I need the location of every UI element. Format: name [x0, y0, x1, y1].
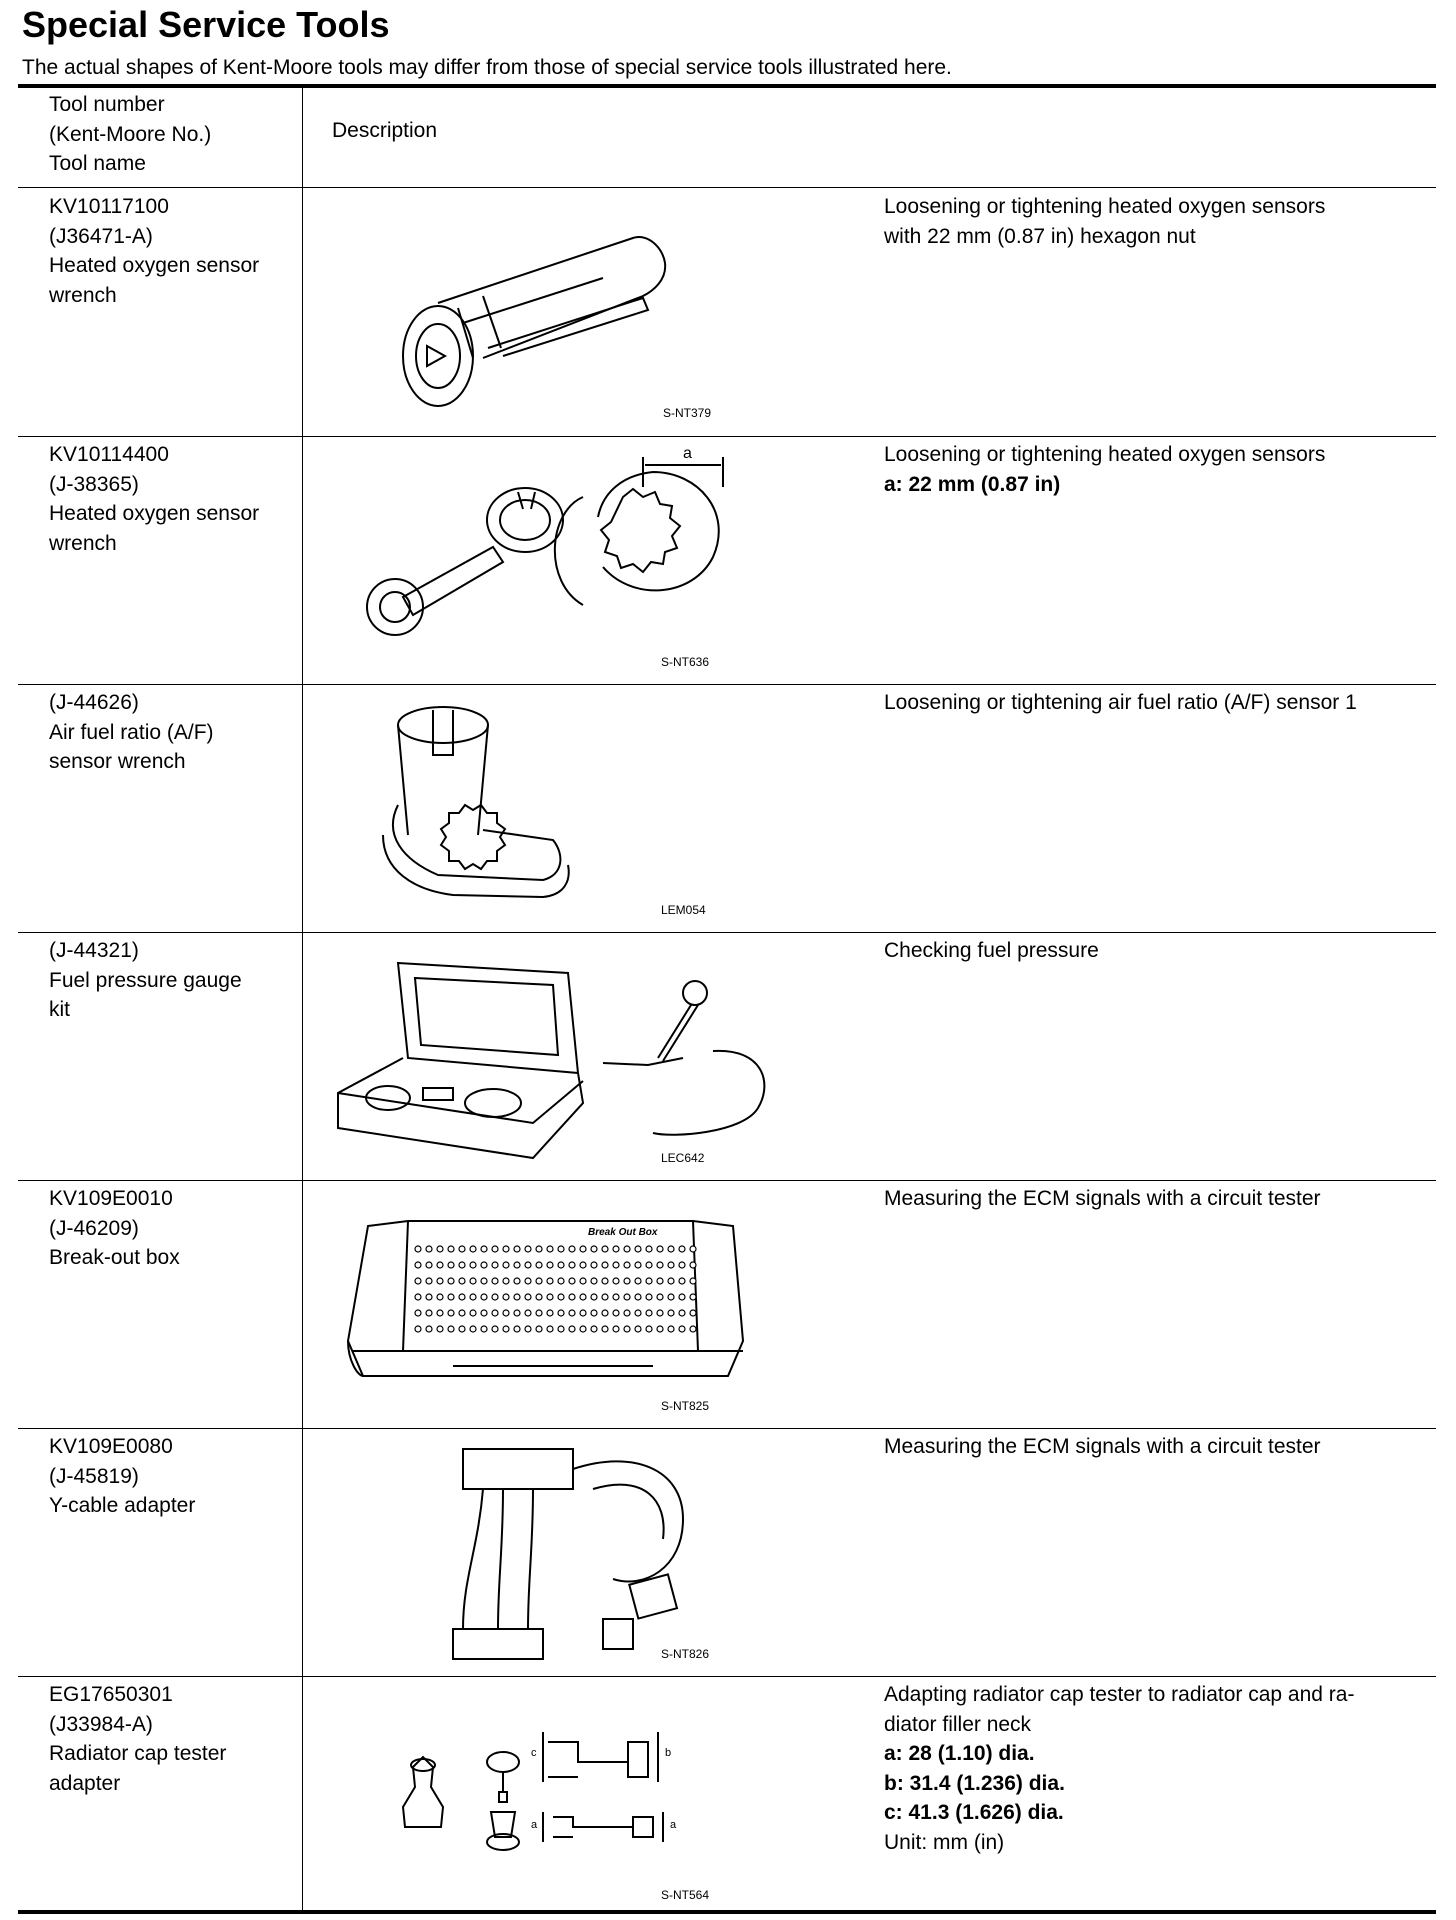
- pin-jack-icon: [448, 1294, 454, 1300]
- pin-jack-icon: [624, 1294, 630, 1300]
- row2-description: [884, 440, 1424, 499]
- pin-jack-icon: [602, 1246, 608, 1252]
- dimension-label-a: a: [531, 1819, 538, 1831]
- pin-jack-icon: [503, 1310, 509, 1316]
- pin-jack-icon: [470, 1262, 476, 1268]
- row4-description: [884, 936, 1424, 966]
- pin-jack-icon: [470, 1278, 476, 1284]
- tool-name: Y-cable adapter: [49, 1494, 196, 1517]
- pin-jack-icon: [591, 1294, 597, 1300]
- pin-jack-icon: [679, 1294, 685, 1300]
- row5-illustration: [303, 1181, 878, 1428]
- pin-jack-icon: [514, 1326, 520, 1332]
- break-out-box-label: Break Out Box: [588, 1227, 658, 1238]
- pin-jack-icon: [646, 1326, 652, 1332]
- af-sensor-wrench-icon: [303, 685, 878, 932]
- pin-jack-icon: [481, 1310, 487, 1316]
- pin-jack-icon: [591, 1326, 597, 1332]
- row6-illustration: [303, 1429, 878, 1676]
- header-tool-name: Tool name: [49, 152, 146, 175]
- pin-jack-icon: [624, 1326, 630, 1332]
- pin-jack-icon: [415, 1326, 421, 1332]
- pin-jack-icon: [459, 1278, 465, 1284]
- row4-tool: [49, 936, 294, 1025]
- pin-jack-icon: [503, 1294, 509, 1300]
- row7-illustration: [303, 1677, 878, 1910]
- pin-jack-icon: [679, 1246, 685, 1252]
- tool-name: wrench: [49, 283, 117, 307]
- pin-jack-icon: [668, 1246, 674, 1252]
- pin-jack-icon: [525, 1262, 531, 1268]
- pin-jack-icon: [580, 1246, 586, 1252]
- row3-illustration: [303, 685, 878, 932]
- pin-jack-icon: [635, 1278, 641, 1284]
- pin-jack-icon: [646, 1294, 652, 1300]
- pin-jack-icon: [580, 1262, 586, 1268]
- pin-jack-icon: [646, 1262, 652, 1268]
- pin-jack-icon: [624, 1246, 630, 1252]
- pin-jack-icon: [492, 1262, 498, 1268]
- description-line: Measuring the ECM signals with a circuit tester: [884, 1435, 1321, 1458]
- header-description: Description: [332, 119, 438, 142]
- tool-name: Radiator cap tester: [49, 1742, 227, 1765]
- pin-jack-icon: [470, 1310, 476, 1316]
- pin-jack-icon: [448, 1310, 454, 1316]
- tool-number: EG17650301: [49, 1683, 173, 1706]
- illustration-code: LEC642: [661, 1151, 705, 1165]
- tool-number: KV10117100: [49, 195, 169, 218]
- pin-jack-icon: [635, 1262, 641, 1268]
- description-line: Checking fuel pressure: [884, 939, 1099, 962]
- pin-jack-icon: [613, 1326, 619, 1332]
- pin-jack-icon: [558, 1278, 564, 1284]
- pin-jack-icon: [602, 1278, 608, 1284]
- pin-jack-icon: [635, 1326, 641, 1332]
- pin-jack-icon: [536, 1246, 542, 1252]
- pin-jack-icon: [470, 1294, 476, 1300]
- pin-jack-icon: [437, 1294, 443, 1300]
- row3-description: [884, 688, 1424, 718]
- illustration-code: S-NT825: [661, 1399, 710, 1413]
- tool-name: Break-out box: [49, 1246, 180, 1269]
- tool-name: Air fuel ratio (A/F): [49, 720, 214, 744]
- pin-jack-icon: [536, 1310, 542, 1316]
- pin-jack-icon: [591, 1310, 597, 1316]
- pin-jack-icon: [646, 1278, 652, 1284]
- pin-jack-icon: [679, 1278, 685, 1284]
- pin-jack-icon: [602, 1310, 608, 1316]
- kent-moore-number: (J-44321): [49, 939, 139, 962]
- kent-moore-number: (J-46209): [49, 1216, 139, 1240]
- description-line: Unit: mm (in): [884, 1830, 1005, 1854]
- pin-jack-icon: [624, 1262, 630, 1268]
- description-line: Loosening or tightening heated oxygen sensors: [884, 443, 1326, 466]
- dimension-label-b: b: [665, 1747, 672, 1759]
- pin-jack-icon: [679, 1326, 685, 1332]
- pin-jack-icon: [514, 1262, 520, 1268]
- pin-jack-icon: [536, 1294, 542, 1300]
- pin-jack-icon: [668, 1326, 674, 1332]
- row3-tool: [49, 688, 294, 777]
- row2-tool: [49, 440, 294, 558]
- pin-jack-icon: [613, 1294, 619, 1300]
- pin-jack-icon: [613, 1246, 619, 1252]
- pin-jack-icon: [536, 1326, 542, 1332]
- tool-name: sensor wrench: [49, 750, 186, 773]
- pin-jack-icon: [547, 1262, 553, 1268]
- pin-jack-icon: [525, 1294, 531, 1300]
- row1-description: [884, 192, 1424, 251]
- pin-jack-icon: [580, 1294, 586, 1300]
- pin-jack-icon: [426, 1294, 432, 1300]
- pin-jack-icon: [415, 1310, 421, 1316]
- table-bottom-rule: [18, 1910, 1436, 1914]
- description-line: Loosening or tightening heated oxygen sensors: [884, 195, 1326, 218]
- pin-jack-icon: [547, 1294, 553, 1300]
- pin-jack-icon: [668, 1278, 674, 1284]
- pin-jack-icon: [547, 1326, 553, 1332]
- pin-jack-icon: [679, 1310, 685, 1316]
- pin-jack-icon: [437, 1278, 443, 1284]
- kent-moore-number: (J-38365): [49, 472, 139, 496]
- radiator-cap-tester-adapter-icon: [303, 1677, 878, 1910]
- illustration-code: S-NT636: [661, 655, 710, 669]
- tool-number: KV109E0010: [49, 1187, 173, 1210]
- pin-jack-icon: [503, 1262, 509, 1268]
- pin-jack-icon: [613, 1278, 619, 1284]
- description-spec: c: 41.3 (1.626) dia.: [884, 1801, 1064, 1824]
- pin-jack-icon: [536, 1262, 542, 1268]
- kent-moore-number: (J36471-A): [49, 224, 153, 248]
- pin-jack-icon: [635, 1246, 641, 1252]
- pin-jack-icon: [679, 1262, 685, 1268]
- pin-jack-icon: [415, 1262, 421, 1268]
- pin-jack-icon: [613, 1262, 619, 1268]
- pin-jack-icon: [569, 1326, 575, 1332]
- pin-jack-icon: [448, 1262, 454, 1268]
- pin-jack-icon: [492, 1246, 498, 1252]
- pin-jack-icon: [525, 1310, 531, 1316]
- pin-jack-icon: [514, 1294, 520, 1300]
- pin-jack-icon: [624, 1278, 630, 1284]
- pin-jack-icon: [481, 1294, 487, 1300]
- pin-jack-icon: [668, 1294, 674, 1300]
- pin-jack-icon: [602, 1326, 608, 1332]
- pin-jack-icon: [459, 1294, 465, 1300]
- pin-jack-icon: [448, 1326, 454, 1332]
- pin-jack-icon: [635, 1310, 641, 1316]
- row2-illustration: [303, 437, 878, 684]
- break-out-box-icon: [303, 1181, 878, 1428]
- pin-jack-icon: [624, 1310, 630, 1316]
- pin-jack-icon: [514, 1278, 520, 1284]
- pin-jack-icon: [448, 1278, 454, 1284]
- tool-name: kit: [49, 998, 70, 1021]
- pin-jack-icon: [481, 1326, 487, 1332]
- pin-jack-icon: [569, 1246, 575, 1252]
- oxygen-sensor-socket-icon: [303, 188, 878, 436]
- pin-jack-icon: [492, 1294, 498, 1300]
- pin-jack-icon: [602, 1294, 608, 1300]
- tool-name: Heated oxygen sensor: [49, 502, 260, 525]
- pin-jack-icon: [657, 1278, 663, 1284]
- description-spec: a: 28 (1.10) dia.: [884, 1742, 1035, 1765]
- pin-jack-icon: [580, 1310, 586, 1316]
- illustration-code: S-NT826: [661, 1647, 710, 1661]
- dimension-label-a: a: [670, 1819, 677, 1831]
- pin-jack-icon: [459, 1326, 465, 1332]
- pin-jack-icon: [426, 1310, 432, 1316]
- pin-jack-icon: [591, 1246, 597, 1252]
- pin-jack-icon: [481, 1262, 487, 1268]
- description-spec: b: 31.4 (1.236) dia.: [884, 1771, 1065, 1795]
- description-line: diator filler neck: [884, 1712, 1032, 1736]
- pin-jack-icon: [569, 1310, 575, 1316]
- pin-jack-icon: [503, 1246, 509, 1252]
- page-subtitle: The actual shapes of Kent-Moore tools may differ from those of special service tools illustrated here.: [22, 56, 952, 79]
- description-line: Loosening or tightening air fuel ratio (A/F) sensor 1: [884, 691, 1357, 714]
- pin-jack-icon: [635, 1294, 641, 1300]
- pin-jack-icon: [558, 1262, 564, 1268]
- illustration-code: S-NT379: [663, 406, 712, 420]
- pin-jack-icon: [591, 1262, 597, 1268]
- pin-jack-icon: [569, 1294, 575, 1300]
- pin-jack-icon: [525, 1326, 531, 1332]
- header-tool-column: [49, 90, 294, 179]
- description-line: Adapting radiator cap tester to radiator cap and ra-: [884, 1683, 1355, 1706]
- pin-jack-icon: [569, 1278, 575, 1284]
- dimension-label: a: [683, 445, 692, 462]
- pin-jack-icon: [470, 1246, 476, 1252]
- pin-jack-icon: [426, 1246, 432, 1252]
- header-kent-moore: (Kent-Moore No.): [49, 122, 212, 146]
- tool-name: Heated oxygen sensor: [49, 254, 260, 277]
- pin-jack-icon: [558, 1294, 564, 1300]
- row5-description: [884, 1184, 1424, 1214]
- pin-jack-icon: [426, 1326, 432, 1332]
- row4-illustration: [303, 933, 878, 1180]
- pin-jack-icon: [448, 1246, 454, 1252]
- pin-jack-icon: [558, 1310, 564, 1316]
- tool-name: wrench: [49, 531, 117, 555]
- pin-jack-icon: [459, 1246, 465, 1252]
- pin-jack-icon: [415, 1294, 421, 1300]
- pin-jack-icon: [690, 1278, 696, 1284]
- illustration-code: S-NT564: [661, 1888, 710, 1902]
- pin-jack-icon: [503, 1326, 509, 1332]
- pin-jack-icon: [547, 1278, 553, 1284]
- flare-nut-wrench-icon: [303, 437, 878, 684]
- pin-jack-icon: [657, 1294, 663, 1300]
- pin-jack-icon: [492, 1310, 498, 1316]
- pin-jack-icon: [558, 1326, 564, 1332]
- pin-jack-icon: [591, 1278, 597, 1284]
- row6-description: [884, 1432, 1424, 1462]
- page-title: Special Service Tools: [22, 4, 390, 45]
- pin-jack-icon: [646, 1310, 652, 1316]
- pin-jack-icon: [470, 1326, 476, 1332]
- pin-jack-icon: [613, 1310, 619, 1316]
- pin-jack-icon: [503, 1278, 509, 1284]
- pin-jack-icon: [690, 1326, 696, 1332]
- pin-jack-icon: [492, 1326, 498, 1332]
- row7-tool: [49, 1680, 294, 1798]
- pin-jack-icon: [415, 1278, 421, 1284]
- row1-tool: [49, 192, 294, 310]
- pin-jack-icon: [657, 1246, 663, 1252]
- pin-jack-icon: [437, 1310, 443, 1316]
- pin-jack-icon: [547, 1246, 553, 1252]
- description-line: with 22 mm (0.87 in) hexagon nut: [884, 224, 1196, 248]
- tool-number: KV109E0080: [49, 1435, 173, 1458]
- header-tool-number: Tool number: [49, 93, 165, 116]
- row1-illustration: [303, 188, 878, 436]
- description-line: Measuring the ECM signals with a circuit tester: [884, 1187, 1321, 1210]
- pin-jack-icon: [426, 1262, 432, 1268]
- tool-name: adapter: [49, 1771, 121, 1795]
- kent-moore-number: (J33984-A): [49, 1712, 153, 1736]
- illustration-code: LEM054: [661, 903, 706, 917]
- pin-jack-icon: [646, 1246, 652, 1252]
- pin-jack-icon: [437, 1326, 443, 1332]
- pin-jack-icon: [459, 1262, 465, 1268]
- pin-jack-icon: [580, 1326, 586, 1332]
- dimension-label-c: c: [531, 1747, 537, 1759]
- pin-jack-icon: [536, 1278, 542, 1284]
- pin-jack-icon: [547, 1310, 553, 1316]
- table-top-rule: [18, 84, 1436, 88]
- pin-jack-icon: [492, 1278, 498, 1284]
- pin-jack-icon: [657, 1326, 663, 1332]
- pin-jack-icon: [668, 1262, 674, 1268]
- pin-jack-icon: [415, 1246, 421, 1252]
- pin-jack-icon: [690, 1262, 696, 1268]
- fuel-pressure-gauge-kit-icon: [303, 933, 878, 1180]
- pin-jack-icon: [580, 1278, 586, 1284]
- kent-moore-number: (J-44626): [49, 691, 139, 714]
- pin-jack-icon: [657, 1262, 663, 1268]
- pin-jack-icon: [657, 1310, 663, 1316]
- row5-tool: [49, 1184, 294, 1273]
- pin-jack-icon: [481, 1246, 487, 1252]
- pin-jack-icon: [514, 1310, 520, 1316]
- pin-jack-icon: [459, 1310, 465, 1316]
- pin-jack-icon: [668, 1310, 674, 1316]
- tool-number: KV10114400: [49, 443, 169, 466]
- pin-jack-icon: [690, 1310, 696, 1316]
- pin-jack-icon: [437, 1262, 443, 1268]
- row6-tool: [49, 1432, 294, 1521]
- kent-moore-number: (J-45819): [49, 1464, 139, 1488]
- tool-name: Fuel pressure gauge: [49, 968, 242, 992]
- pin-jack-icon: [525, 1246, 531, 1252]
- pin-jack-icon: [514, 1246, 520, 1252]
- pin-jack-icon: [437, 1246, 443, 1252]
- row7-description: [884, 1680, 1424, 1857]
- pin-jack-icon: [690, 1294, 696, 1300]
- pin-jack-icon: [426, 1278, 432, 1284]
- y-cable-adapter-icon: [303, 1429, 878, 1676]
- pin-jack-icon: [690, 1246, 696, 1252]
- pin-jack-icon: [558, 1246, 564, 1252]
- description-spec: a: 22 mm (0.87 in): [884, 472, 1061, 496]
- pin-jack-icon: [525, 1278, 531, 1284]
- pin-jack-icon: [602, 1262, 608, 1268]
- pin-jack-icon: [569, 1262, 575, 1268]
- pin-jack-icon: [481, 1278, 487, 1284]
